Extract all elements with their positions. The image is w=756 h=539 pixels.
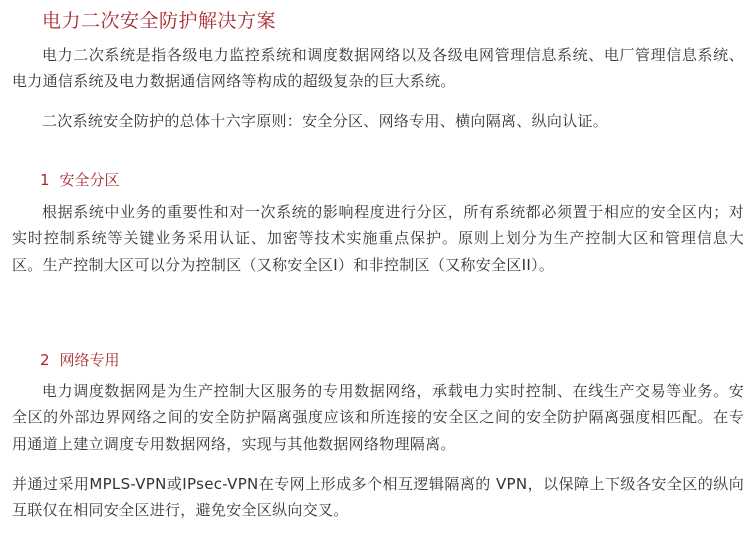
document-title: 电力二次安全防护解决方案 [42,10,277,32]
section-2-heading [40,347,120,373]
section-1-body: 根据系统中业务的重要性和对一次系统的影响程度进行分区，所有系统都必须置于相应的安全区内；对实时控制系统等关键业务采用认证、加密等技术实施重点保护。原则上划分为生产控制大区和管理信息大区。生产控制大区可以分为控制区（又称安全区I）和非控制区（又称安全区II）。 [12,203,744,274]
section-2-body: 电力调度数据网是为生产控制大区服务的专用数据网络，承载电力实时控制、在线生产交易等业务。安全区的外部边界网络之间的安全防护隔离强度应该和所连接的安全区之间的安全防护隔离强度相匹配。在专用通道上建立调度专用数据网络，实现与其他数据网络物理隔离。 [12,382,744,453]
section-1-number: 1 [40,171,50,189]
intro-paragraph-2: 二次系统安全防护的总体十六字原则：安全分区、网络专用、横向隔离、纵向认证。 [42,112,609,130]
section-2-body-continued: 并通过采用MPLS-VPN或IPsec-VPN在专网上形成多个相互逻辑隔离的 VPN，以保障上下级各安全区的纵向互联仅在相同安全区进行，避免安全区纵向交叉。 [12,475,744,520]
section-2-title: 网络专用 [59,351,120,369]
section-1-heading [40,167,120,193]
section-2-number: 2 [40,351,50,369]
intro-paragraph-1: 电力二次系统是指各级电力监控系统和调度数据网络以及各级电网管理信息系统、电厂管理信息系统、电力通信系统及电力数据通信网络等构成的超级复杂的巨大系统。 [12,46,744,91]
section-1-title: 安全分区 [59,171,120,189]
